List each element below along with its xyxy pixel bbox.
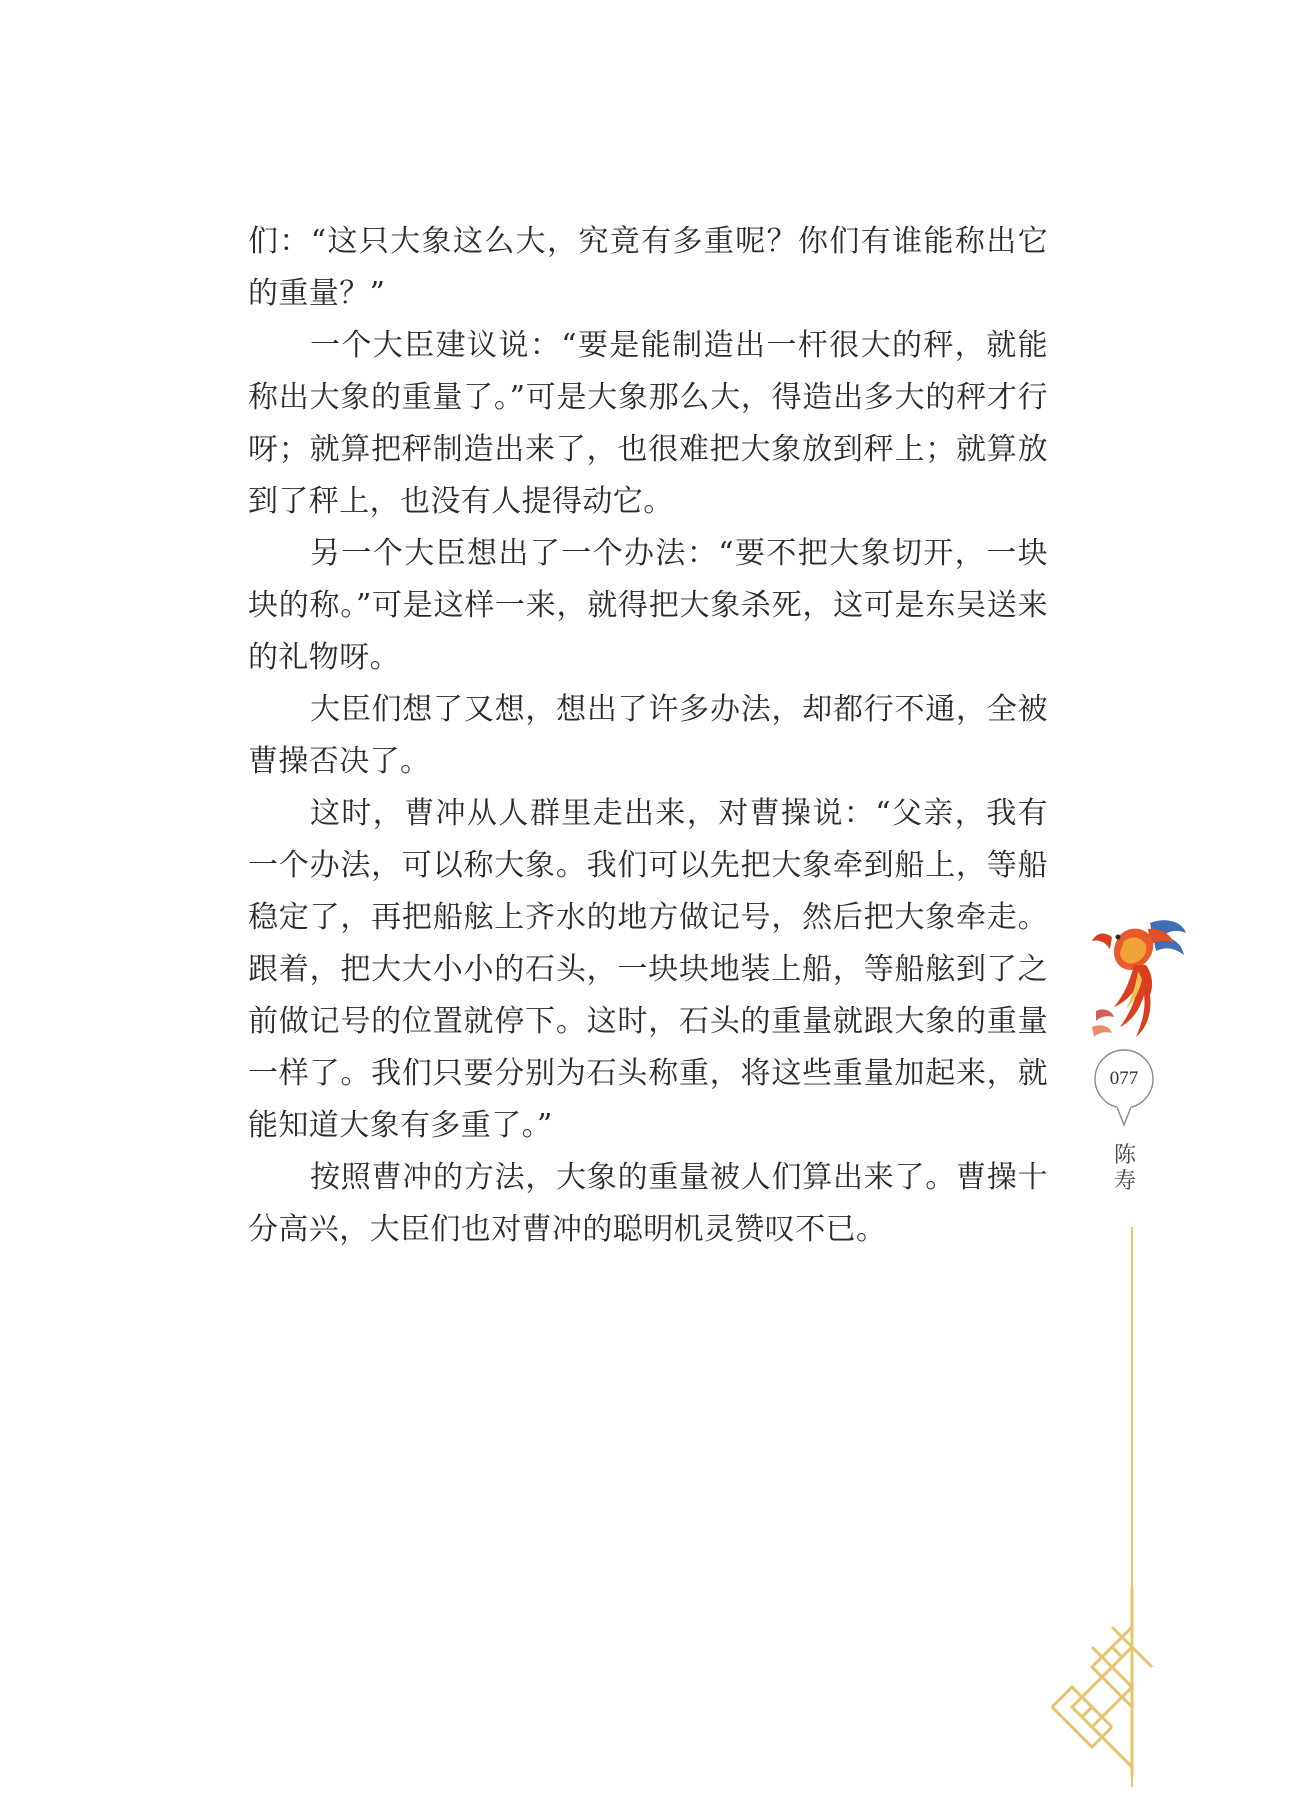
paragraph-6: 按照曹冲的方法，大象的重量被人们算出来了。曹操十分高兴，大臣们也对曹冲的聪明机灵赞叹不已。: [248, 1160, 1048, 1247]
paragraph-2: 一个大臣建议说：“要是能制造出一杆很大的秤，就能称出大象的重量了。”可是大象那么大，得造出多大的秤才行呀；就算把秤制造出来了，也很难把大象放到秤上；就算放到了秤上，也没有人提得动它。: [248, 328, 1048, 519]
paragraph-1: 们：“这只大象这么大，究竟有多重呢？你们有谁能称出它的重量？”: [248, 224, 1048, 311]
endless-knot-icon: [1048, 1587, 1158, 1777]
author-name: 陈寿: [1113, 1143, 1136, 1194]
paragraph-5: 这时，曹冲从人群里走出来，对曹操说：“父亲，我有一个办法，可以称大象。我们可以先把大象牵到船上，等船稳定了，再把船舷上齐水的地方做记号，然后把大象牵走。跟着，把大大小小的石头，一块块地装上船，等船舷到了之前做记号的位置就停下。这时，石头的重量就跟大象的重量一样了。我们只要分别为石头称重，将这些重量加起来，就能知道大象有多重了。”: [248, 796, 1048, 1143]
page-body: [248, 216, 1048, 1256]
paragraph-3: 另一个大臣想出了一个办法：“要不把大象切开，一块块的称。”可是这样一来，就得把大象杀死，这可是东吴送来的礼物呀。: [248, 536, 1048, 675]
margin-decoration: [1070, 915, 1190, 1812]
phoenix-icon: [1090, 915, 1188, 1040]
paragraph-4: 大臣们想了又想，想出了许多办法，却都行不通，全被曹操否决了。: [248, 692, 1048, 779]
page-number: 077: [1109, 1068, 1139, 1089]
